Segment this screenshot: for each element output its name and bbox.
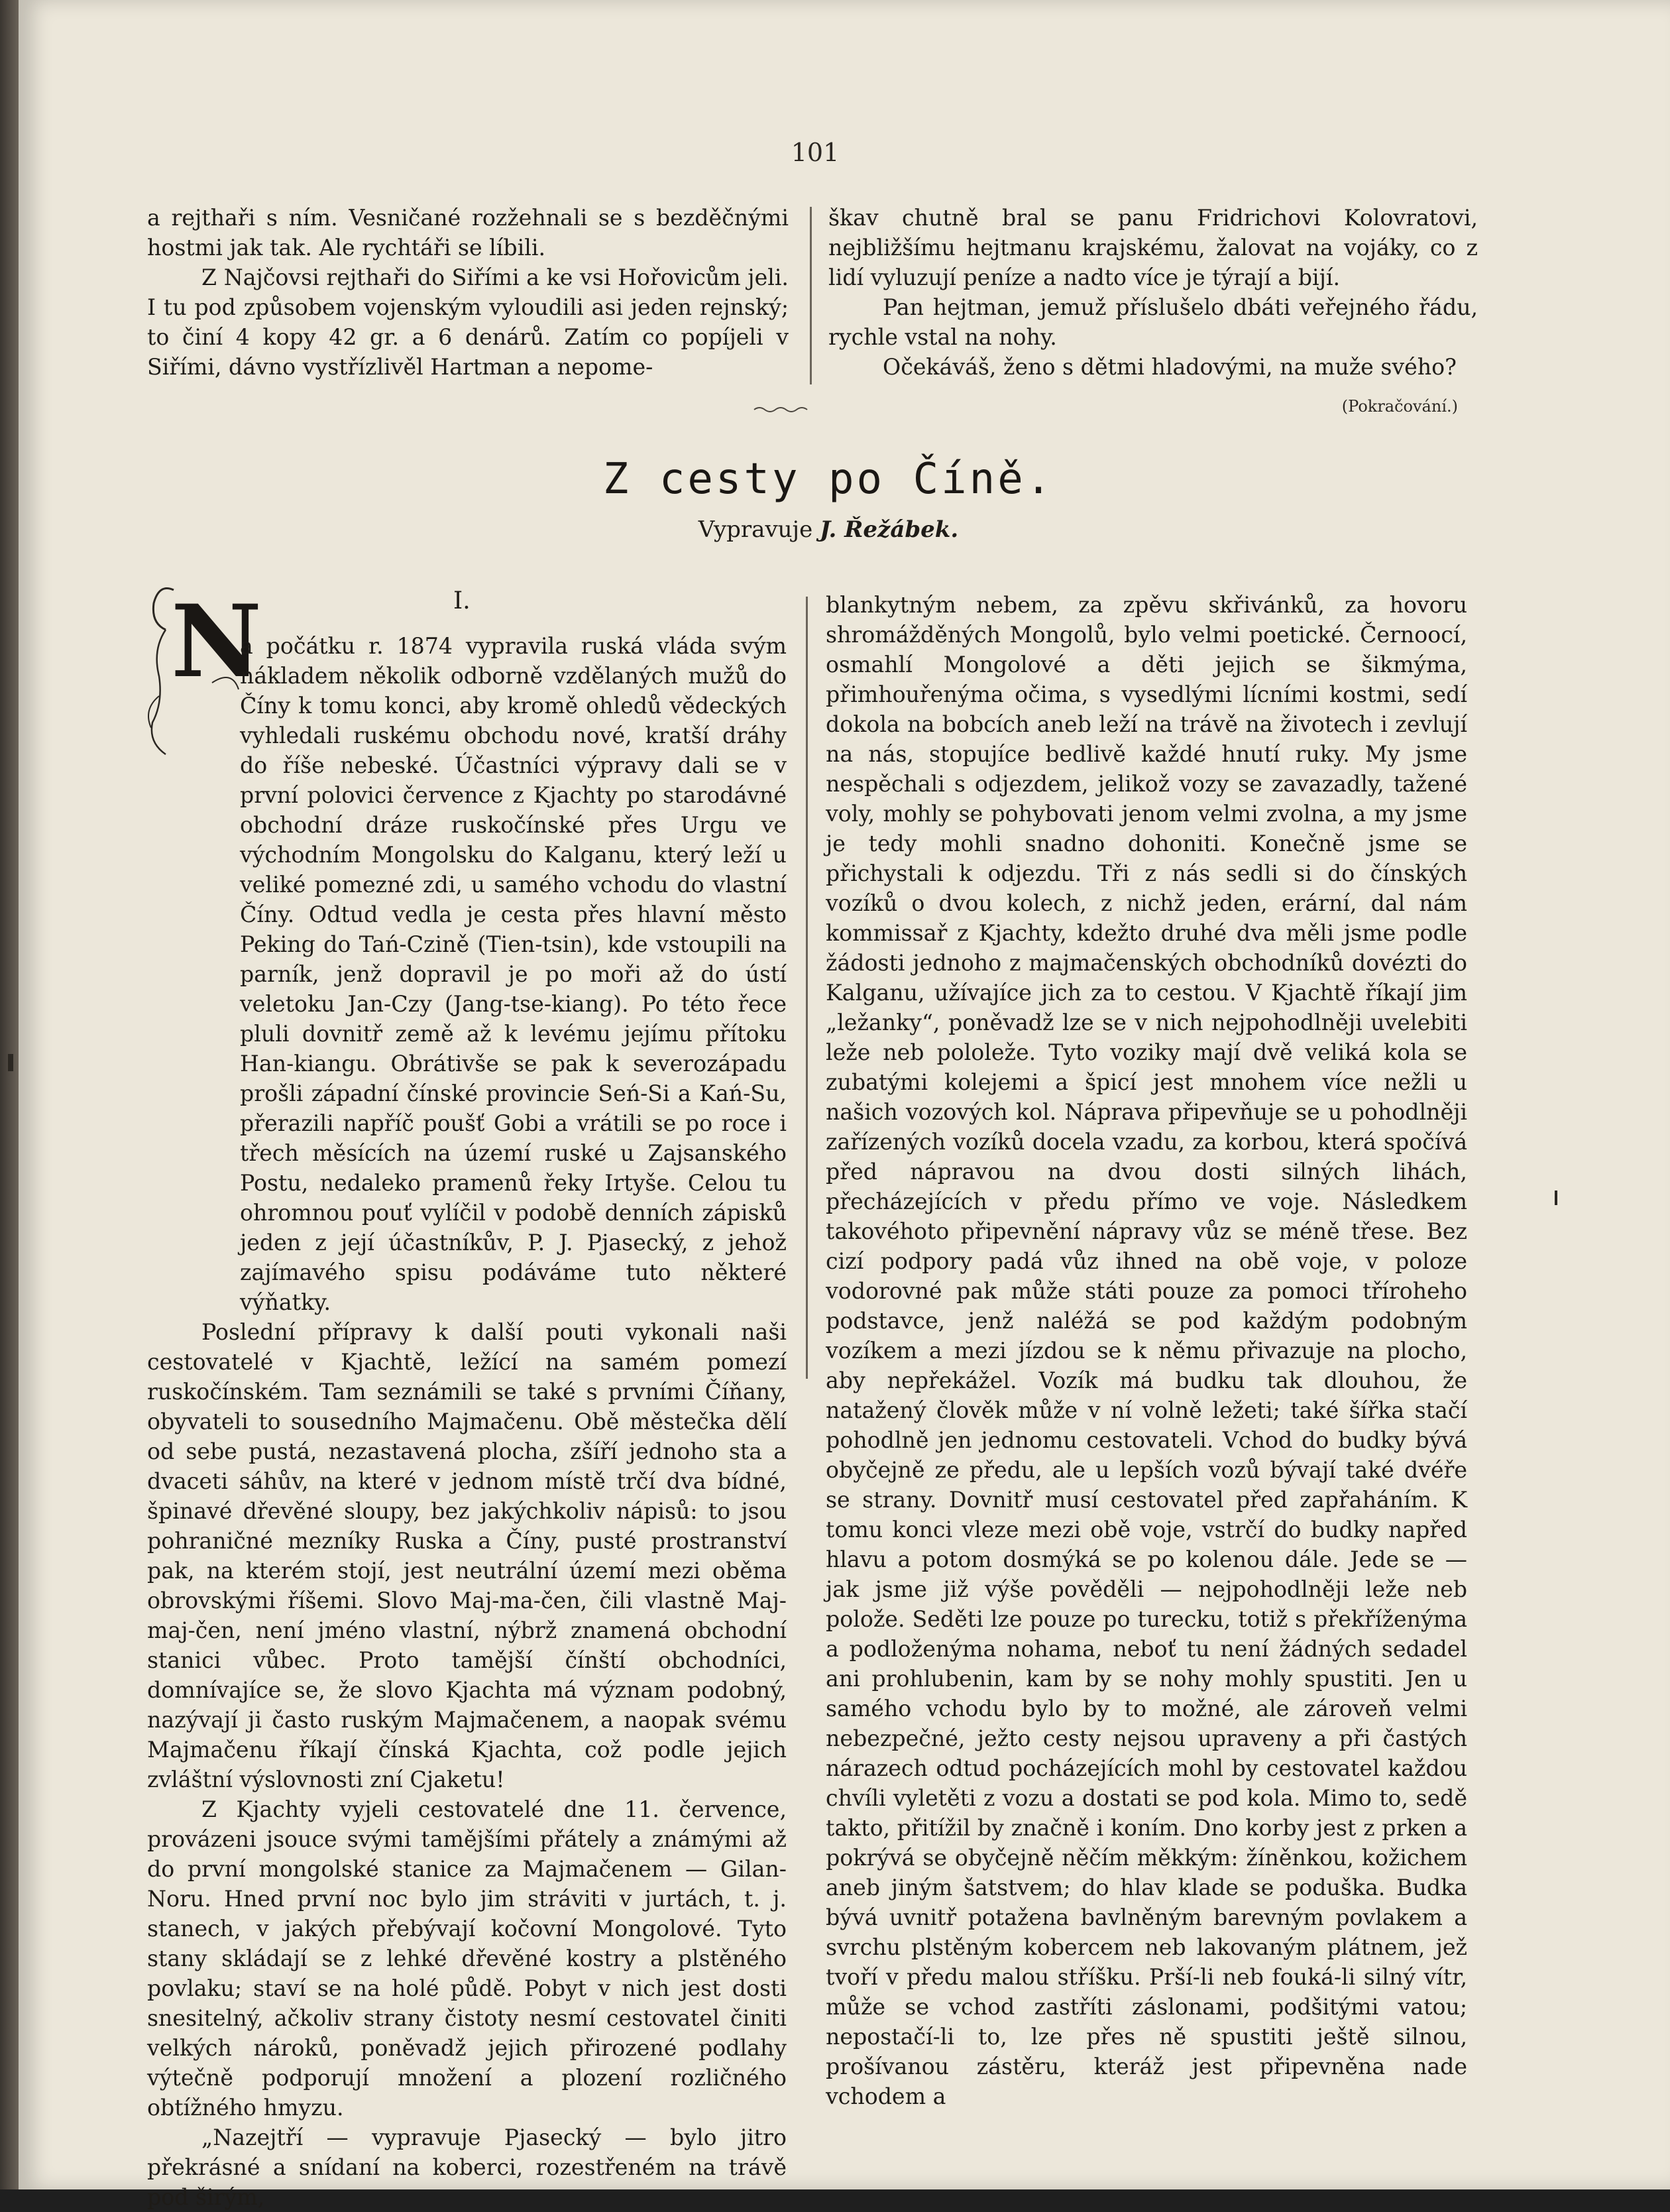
prev-article-paragraph: Pan hejtman, jemuž příslušelo dbáti veřejného řádu, rychle vstal na nohy.	[828, 294, 1478, 350]
scan-mark	[1555, 1191, 1557, 1205]
byline-prefix: Vypravuje	[698, 516, 813, 543]
section-number: I.	[453, 587, 471, 614]
article-byline	[596, 516, 1060, 543]
section-separator-ornament	[753, 406, 808, 414]
drop-initial-letter: N	[171, 583, 262, 700]
column-divider-article	[806, 597, 808, 1379]
page-number: 101	[791, 138, 840, 167]
article-paragraph: blankytným nebem, za zpěvu skřivánků, za hovoru shromážděných Mongolů, bylo velmi poetické. Černoocí, osmahlí Mongolové a děti jejich se šikmýma, přimhouřenýma očima, s vysedlými lícními kostmi, sedí dokola na bobcích aneb leží na trávě na životech i zevlují na nás, stopujíce bedlivě každé hnutí ruky. My jsme nespěchali s odjezdem, jelikož vozy se zavazadly, tažené voly, mohly se pohybovati jenom velmi zvolna, a my jsme je tedy mohli snadno dohoniti. Konečně jsme se přichystali k odjezdu. Tři z nás sedli si do čínských vozíků o dvou kolech, z nichž jeden, erární, dal nám kommissař z Kjachty, kdežto druhé dva měli jsme podle žádosti jednoho z majmačenských obchodníků dovézti do Kalganu, užívajíce jich za to cestou. V Kjachtě říkají jim „ležanky“, poněvadž lze se v nich nejpohodlněji uvelebiti leže neb pololeže. Tyto voziky mají dvě veliká kola se zubatými kolejemi a špicí jest mnohem více nežli u našich vozových kol. Náprava připevňuje se u pohodlněji zařízených vozíků docela vzadu, za korbou, která spočívá před nápravou na dvou dosti silných lihách, přecházejících v předu přímo ve voje. Následkem takovéhoto připevnění nápravy vůz se méně třese. Bez cizí podpory padá vůz ihned na obě voje, v poloze vodorovné pak může státi pouze za pomoci tříroheho podstavce, jenž naléžá se pod každým podobným vozíkem a mezi jízdou se k němu přivazuje na plocho, aby nepřekážel. Vozík má budku tak dlouhou, že natažený člověk může v ní volně ležeti; také šířka stačí pohodlně jen jednomu cestovateli. Vchod do budky bývá obyčejně ze předu, ale u lepších vozů bývají také dvéře se strany. Dovnitř musí cestovatel před zapřaháním. K tomu konci vleze mezi obě voje, vstrčí do budky napřed hlavu a potom dosmýká se po kolenou dále. Jede se — jak jsme již výše pověděli — nejpohodlněji leže neb polože. Seděti lze pouze po turecku, totiž s překříženýma a podloženýma nohama, neboť tu není žádných sedadel ani prohlubenin, kam by se nohy mohly spustiti. Jen u samého vchodu bylo by to možné, ale zároveň velmi nebezpečné, ježto cesty nejsou upraveny a při častých nárazech odtud pocházejících mohl by cestovatel každou chvíli vyletěti z vozu a dostati se pod kola. Mimo to, sedě takto, přitížil by značně i koním. Dno korby jest z prken a pokrývá se obyčejně něčím měkkým: žíněnkou, kožichem aneb jiným šatstvem; do hlav klade se poduška. Budka bývá uvnitř potažena bavlněným barevným povlakem a svrchu plstěným kobercem neb lakovaným plátnem, jež tvoří v předu malou stříšku. Prší-li neb fouká-li silný vítr, může se vchod zastříti záslonami, podšitými vatou; nepostačí-li to, lze přes ně spustiti ještě silnou, prošívanou zástěru, kteráž jest připevněna nade vchodem a	[826, 592, 1467, 2109]
article-paragraph: Z Kjachty vyjeli cestovatelé dne 11. července, provázeni jsouce svými tamějšími přátely a známými až do první mongolské stanice za Majmačenem — Gilan-Noru. Hned první noc bylo jim stráviti v jurtách, t. j. stanech, v jakých přebývají kočovní Mongolové. Tyto stany skládají se z lehké dřevěné kostry a plstěného povlaku; staví se na holé půdě. Pobyt v nich jest dosti snesitelný, ačkoliv strany čistoty nesmí cestovatel činiti velkých nároků, poněvadž jejich přirozené podlahy výtečně podporují množení a plození rozličného obtížného hmyzu.	[147, 1796, 787, 2121]
article-left-column	[147, 631, 787, 2212]
article-paragraph: Poslední přípravy k další pouti vykonali naši cestovatelé v Kjachtě, ležící na samém pomezí ruskočínském. Tam seznámili se také s prvními Číňany, obyvateli to sousedního Majmačenu. Obě městečka dělí od sebe pustá, nezastavená plocha, zšíří jednoho sta a dvaceti sáhův, na které v jednom místě trčí dva bídné, špinavé dřevěné sloupy, bez jakýchkoliv nápisů: to jsou pohraničné mezníky Ruska a Číny, pusté prostranství pak, na kterém stojí, jest neutrální území mezi oběma obrovskými říšemi. Slovo Maj-ma-čen, čili vlastně Maj-maj-čen, není jméno vlastní, nýbrž znamená obchodní stanici vůbec. Proto tamější čínští obchodníci, domnívajíce se, že slovo Kjachta má význam podobný, nazývají ji často ruským Majmačenem, a naopak svému Majmačenu říkají čínská Kjachta, což podle jejich zvláštní výslovnosti zní Cjaketu!	[147, 1319, 787, 1792]
prev-article-paragraph: škav chutně bral se panu Fridrichovi Kolovratovi, nejbližšímu hejtmanu krajskému, žalovat na vojáky, co z lidí vyluzují peníze a nadto více je týrají a bijí.	[828, 205, 1478, 290]
prev-article-left-column	[147, 203, 789, 382]
column-divider-top	[810, 207, 812, 384]
article-right-column	[826, 590, 1467, 2111]
prev-article-paragraph: a rejthaři s ním. Vesničané rozžehnali se s bezděčnými hostmi jak tak. Ale rychtáři se líbili.	[147, 205, 789, 261]
article-paragraph	[147, 631, 787, 1317]
prev-article-right-column	[828, 203, 1478, 382]
prev-article-paragraph: Očekáváš, ženo s dětmi hladovými, na muže svého?	[883, 354, 1457, 380]
article-title: Z cesty po Číně.	[602, 455, 1054, 504]
byline-author: J. Řežábek.	[820, 516, 959, 543]
article-paragraph-text: a počátku r. 1874 vypravila ruská vláda svým nákladem několik odborně vzdělaných mužů do Číny k tomu konci, aby kromě ohledů vědeckých vyhledali ruskému obchodu nové, kratší dráhy do říše nebeské. Účastníci výpravy dali se v první polovici července z Kjachty po starodávné obchodní dráze ruskočínské přes Urgu ve východním Mongolsku do Kalganu, který leží u veliké pomezné zdi, u samého vchodu do vlastní Číny. Odtud vedla je cesta přes hlavní město Peking do Tań-Czině (Tien-tsin), kde vstoupili na parník, jenž dopravil je po moři až do ústí veletoku Jan-Czy (Jang-tse-kiang). Po této řece pluli dovnitř země až k levému jejímu přítoku Han-kiangu. Obrátivše se pak k severozápadu prošli západní čínské provincie Seń-Si a Kań-Su, přerazili napříč poušť Gobi a vrátili se po roce i třech měsících na území ruské u Zajsanského Postu, nedaleko pramenů řeky Irtyše. Celou tu ohromnou pouť vylíčil v podobě denních zápisků jeden z její účastníkův, P. J. Pjasecký, z jehož zajímavého spisu podáváme tuto některé výňatky.	[240, 633, 787, 1315]
scan-mark	[8, 1054, 13, 1071]
continuation-note: (Pokračování.)	[1341, 397, 1458, 416]
article-paragraph: „Nazejtří — vypravuje Pjasecký — bylo jitro překrásné a snídaní na koberci, rozestřeném na trávě pod širým,	[147, 2125, 787, 2210]
book-spine	[0, 0, 19, 2189]
prev-article-paragraph: Z Najčovsi rejthaři do Siřími a ke vsi Hořovicům jeli. I tu pod způsobem vojenským vyloudili asi jeden rejnský; to činí 4 kopy 42 gr. a 6 denárů. Zatím co popíjeli v Siřími, dávno vystřízlivěl Hartman a nepome-	[147, 264, 789, 380]
